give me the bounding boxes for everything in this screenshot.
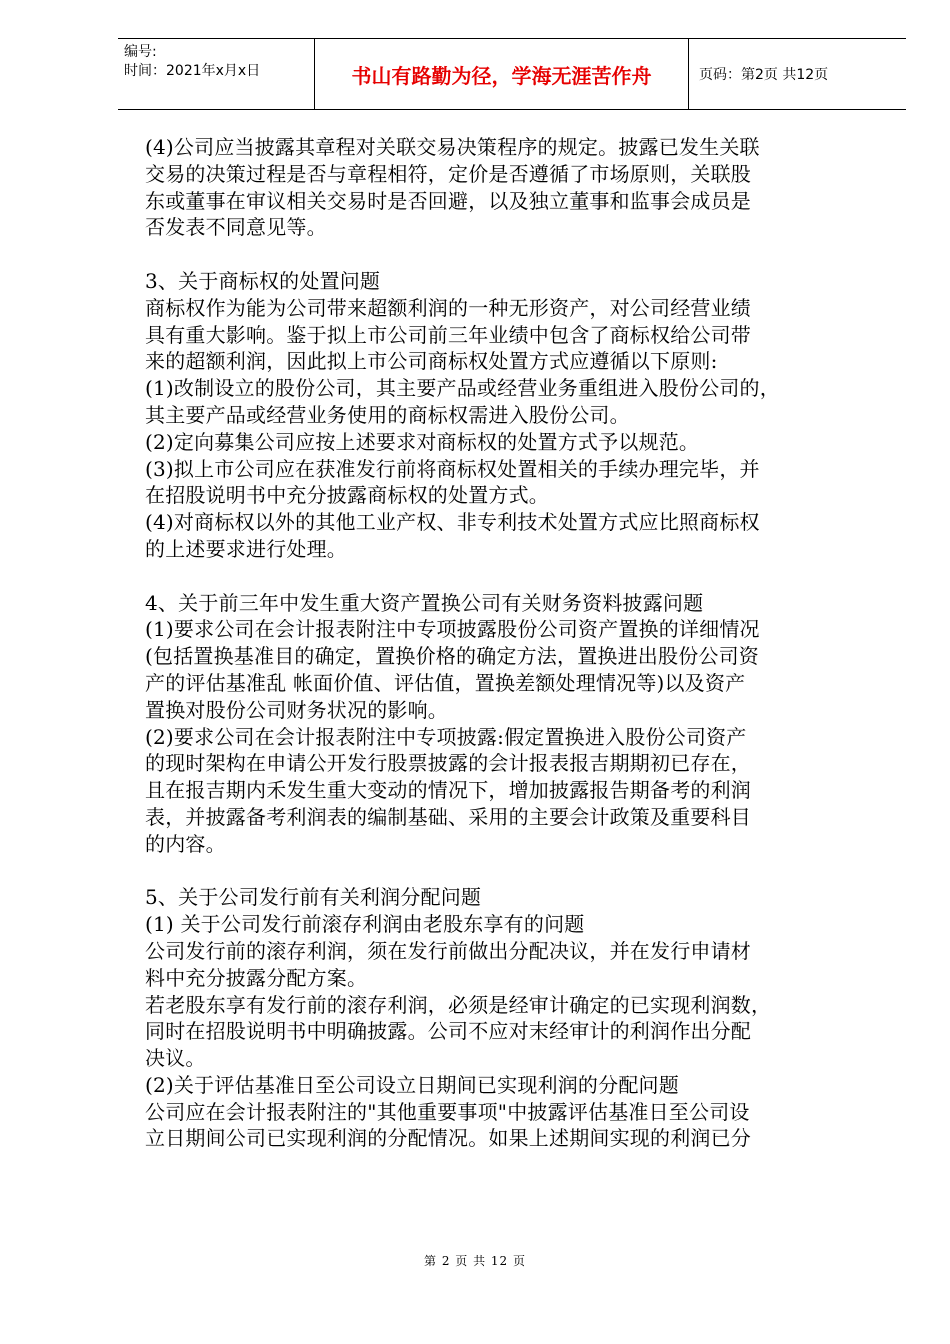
body-line: 产的评估基准乱 帐面价值、评估值，置换差额处理情况等)以及资产	[145, 670, 746, 695]
blank-line	[145, 241, 875, 268]
body-line: (2)关于评估基准日至公司设立日期间已实现利润的分配问题	[145, 1072, 679, 1097]
time-label: 时间：2021年x月x日	[124, 63, 261, 79]
body-line: 3、关于商标权的处置问题	[145, 268, 381, 293]
body-line: 4、关于前三年中发生重大资产置换公司有关财务资料披露问题	[145, 590, 704, 615]
body-line: 交易的决策过程是否与章程相符，定价是否遵循了市场原则，关联股	[145, 161, 751, 186]
body-line: 其主要产品或经营业务使用的商标权需进入股份公司。	[145, 402, 630, 427]
body-line: (3)拟上市公司应在获准发行前将商标权处置相关的手续办理完毕，并	[145, 456, 760, 481]
body-line: 5、关于公司发行前有关利润分配问题	[145, 885, 482, 910]
body-line: 公司发行前的滚存利润，须在发行前做出分配决议，并在发行申请材	[145, 938, 751, 963]
body-line: 的现时架构在申请公开发行股票披露的会计报表报吉期期初已存在，	[145, 751, 751, 776]
page-footer: 第 2 页 共 12 页	[424, 1254, 526, 1268]
body-line: (1)要求公司在会计报表附注中专项披露股份公司资产置换的详细情况	[145, 617, 760, 642]
body-line: 商标权作为能为公司带来超额利润的一种无形资产，对公司经营业绩	[145, 295, 751, 320]
serial-label: 编号:	[124, 44, 157, 60]
body-line: (1)改制设立的股份公司，其主要产品或经营业务重组进入股份公司的，	[145, 376, 780, 401]
body-line: (2)要求公司在会计报表附注中专项披露:假定置换进入股份公司资产	[145, 724, 747, 749]
body-line: 同时在招股说明书中明确披露。公司不应对末经审计的利润作出分配	[145, 1019, 751, 1044]
body-line: 立日期间公司已实现利润的分配情况。如果上述期间实现的利润已分	[145, 1126, 751, 1151]
body-line: 公司应在会计报表附注的"其他重要事项"中披露评估基准日至公司设	[145, 1099, 750, 1124]
header-meta	[118, 39, 315, 109]
body-line: 在招股说明书中充分披露商标权的处置方式。	[145, 483, 549, 508]
body-line: 若老股东享有发行前的滚存利润，必须是经审计确定的已实现利润数，	[145, 992, 772, 1017]
body-line: (4)对商标权以外的其他工业产权、非专利技术处置方式应比照商标权	[145, 510, 760, 535]
body-line: 表，并披露备考利润表的编制基础、采用的主要会计政策及重要科目	[145, 804, 751, 829]
body-line: 来的超额利润，因此拟上市公司商标权处置方式应遵循以下原则:	[145, 349, 718, 374]
body-line: (2)定向募集公司应按上述要求对商标权的处置方式予以规范。	[145, 429, 700, 454]
header-motto: 书山有路勤为径，学海无涯苦作舟	[315, 39, 689, 109]
document-body	[145, 134, 875, 1152]
body-line: 的内容。	[145, 831, 226, 856]
page-header	[118, 38, 906, 110]
body-line: 的上述要求进行处理。	[145, 536, 347, 561]
body-line: (包括置换基准目的确定，置换价格的确定方法，置换进出股份公司资	[145, 644, 760, 669]
body-line: 决议。	[145, 1046, 206, 1071]
body-line: 东或董事在审议相关交易时是否回避，以及独立董事和监事会成员是	[145, 188, 751, 213]
body-line: 且在报吉期内禾发生重大变动的情况下，增加披露报告期备考的利润	[145, 778, 751, 803]
blank-line	[145, 858, 875, 885]
body-line: (1) 关于公司发行前滚存利润由老股东享有的问题	[145, 912, 585, 937]
body-line: 具有重大影响。鉴于拟上市公司前三年业绩中包含了商标权给公司带	[145, 322, 751, 347]
body-line: 否发表不同意见等。	[145, 215, 327, 240]
body-line: (4)公司应当披露其章程对关联交易决策程序的规定。披露已发生关联	[145, 135, 760, 159]
body-line: 置换对股份公司财务状况的影响。	[145, 697, 448, 722]
body-line: 料中充分披露分配方案。	[145, 965, 368, 990]
blank-line	[145, 563, 875, 590]
header-page-number: 页码：第2页 共12页	[699, 67, 829, 83]
